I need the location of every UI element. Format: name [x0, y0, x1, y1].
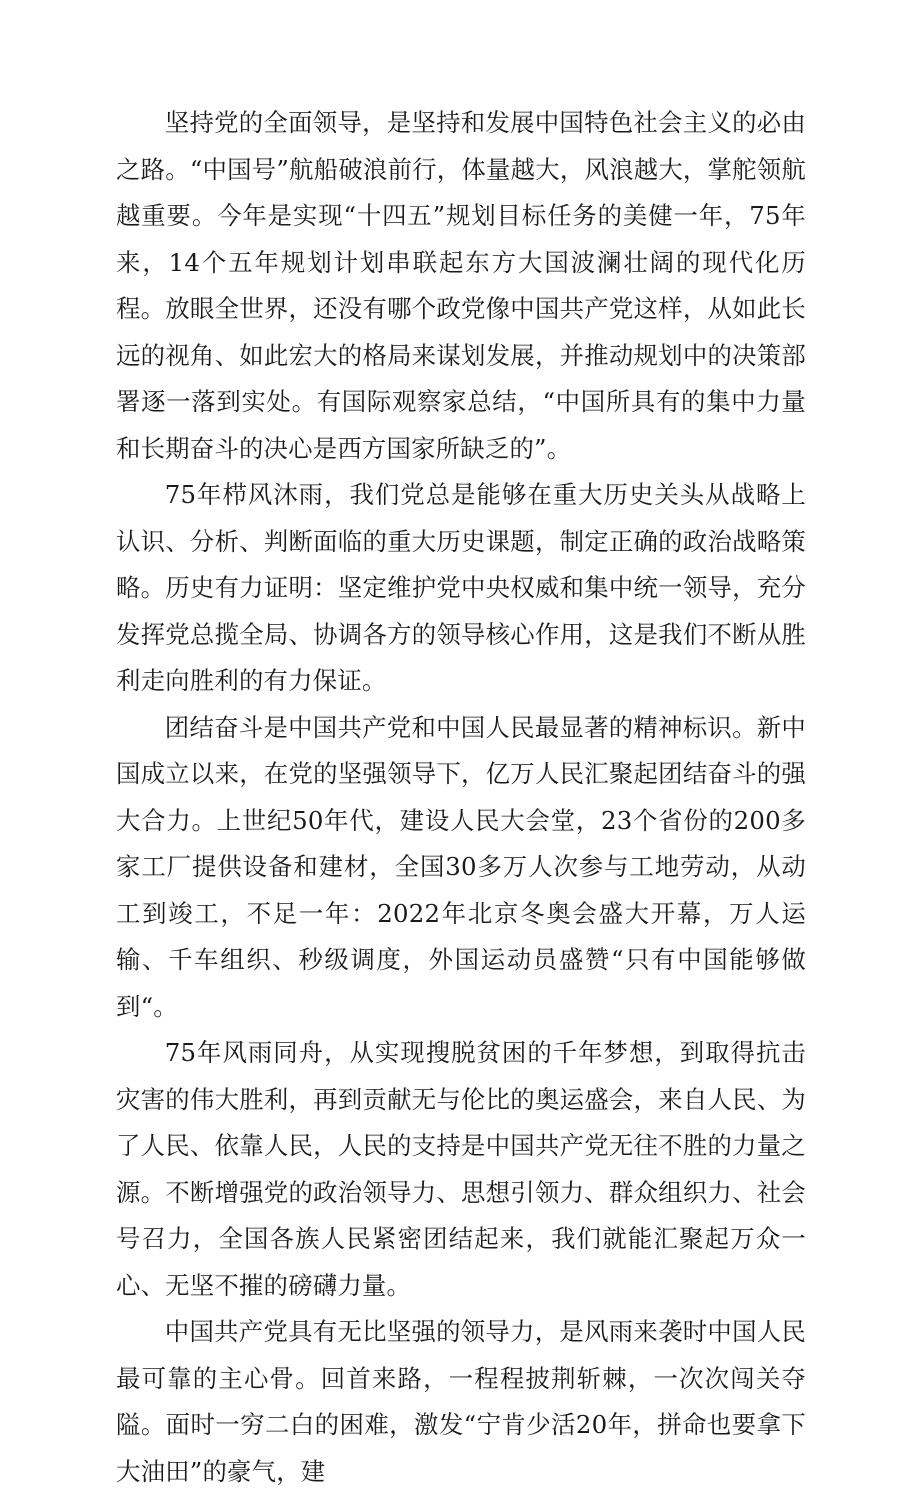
- paragraph-1: 坚持党的全面领导，是坚持和发展中国特色社会主义的必由之路。“中国号”航船破浪前行，体量越大，风浪越大，掌舵领航越重要。今年是实现“十四五”规划目标任务的美健一年，75年来，14个五年规划计划串联起东方大国波澜壮阔的现代化历程。放眼全世界，还没有哪个政党像中国共产党这样，从如此长远的视角、如此宏大的格局来谋划发展，并推动规划中的决策部署逐一落到实处。有国际观察家总结，“中国所具有的集中力量和长期奋斗的决心是西方国家所缺乏的”。: [116, 108, 806, 463]
- body-text: [116, 100, 806, 1495]
- paragraph-4: 75年风雨同舟，从实现搜脱贫困的千年梦想，到取得抗击灾害的伟大胜利，再到贡献无与伦比的奥运盛会，来自人民、为了人民、依靠人民，人民的支持是中国共产党无往不胜的力量之源。不断增强党的政治领导力、思想引领力、群众组织力、社会号召力，全国各族人民紧密团结起来，我们就能汇聚起万众一心、无坚不摧的磅礴力量。: [116, 1038, 806, 1300]
- paragraph-3: 团结奋斗是中国共产党和中国人民最显著的精神标识。新中国成立以来，在党的坚强领导下，亿万人民汇聚起团结奋斗的强大合力。上世纪50年代，建设人民大会堂，23个省份的200多家工厂提供设备和建材，全国30多万人次参与工地劳动，从动工到竣工，不足一年：2022年北京冬奥会盛大开幕，万人运输、千车组织、秒级调度，外国运动员盛赞“只有中国能够做到“。: [116, 712, 806, 1021]
- paragraph-5: 中国共产党具有无比坚强的领导力，是风雨来袭时中国人民最可靠的主心骨。回首来路，一程程披荆斩棘，一次次闯关夺隘。面时一穷二白的困难，激发“宁肯少活20年，拼命也要拿下大油田”的豪气，建: [116, 1317, 806, 1486]
- paragraph-2: 75年栉风沐雨，我们党总是能够在重大历史关头从战略上认识、分析、判断面临的重大历史课题，制定正确的政治战略策略。历史有力证明：坚定维护党中央权威和集中统一领导，充分发挥党总揽全局、协调各方的领导核心作用，这是我们不断从胜利走向胜利的有力保证。: [116, 480, 806, 695]
